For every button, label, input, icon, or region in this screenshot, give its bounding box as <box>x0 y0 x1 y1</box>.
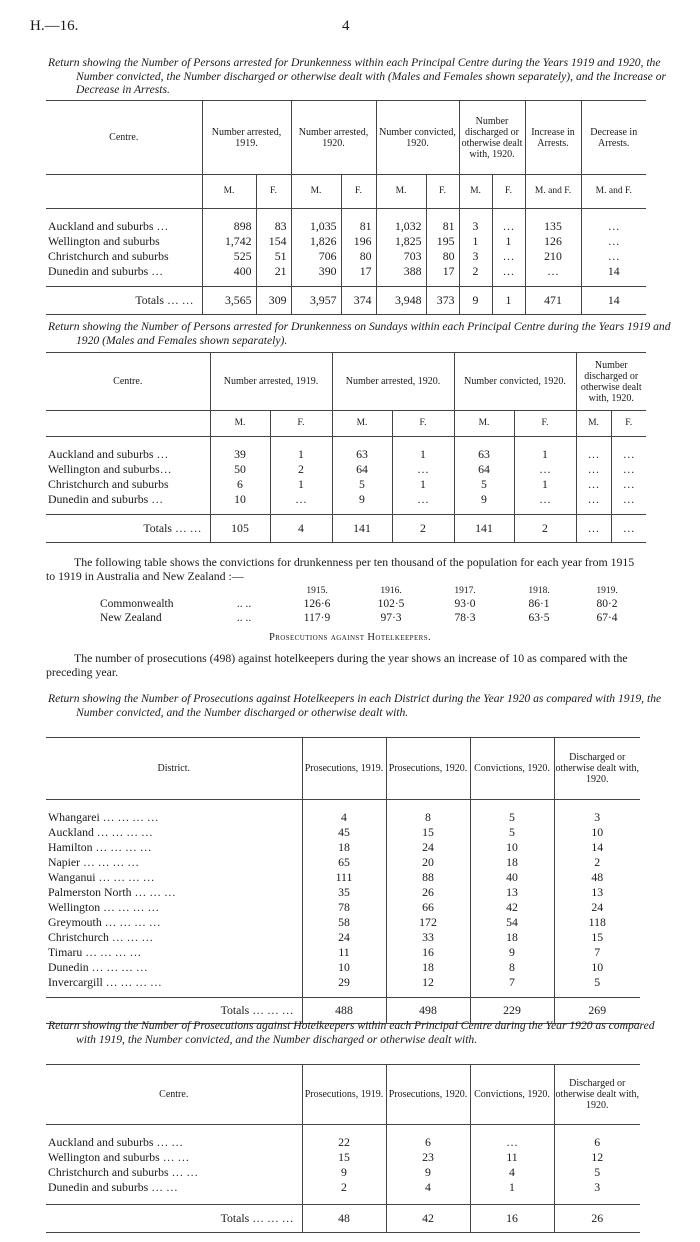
totals-row <box>46 287 646 315</box>
totals-label: Totals … … <box>143 521 202 535</box>
row-label: Auckland … … … … <box>48 824 153 839</box>
table-row <box>46 492 646 507</box>
row-label: Christchurch and suburbs <box>48 476 169 491</box>
table-row <box>46 219 646 234</box>
cell: 6 <box>210 477 270 492</box>
cell: 14 <box>554 840 640 855</box>
cell: 4 <box>470 1165 554 1180</box>
cell: 9 <box>470 945 554 960</box>
cell: 373 <box>426 287 459 315</box>
cell: 13 <box>470 885 554 900</box>
cell: 1 <box>270 447 332 462</box>
sub-m: M. <box>291 175 341 209</box>
cell: 1 <box>514 477 576 492</box>
cell: 1 <box>459 234 492 249</box>
col-arrested-1920: Number arrested, 1920. <box>332 353 454 411</box>
sub-f: F. <box>341 175 376 209</box>
table-row <box>46 264 646 279</box>
col-prosecutions-1919: Prosecutions, 1919. <box>302 1065 386 1125</box>
cell: 1 <box>492 234 525 249</box>
cell: … <box>611 492 646 507</box>
sub-m: M. <box>202 175 256 209</box>
cell: 2 <box>554 855 640 870</box>
cell: 105 <box>210 515 270 543</box>
year-header: 1917. <box>454 586 476 596</box>
row-label: Dunedin and suburbs … … <box>48 1179 178 1194</box>
year-header: 1919. <box>596 586 618 596</box>
cell: 5 <box>554 1165 640 1180</box>
table-row <box>46 855 640 870</box>
cell: 14 <box>581 287 646 315</box>
col-increase: Increase in Arrests. <box>525 101 581 175</box>
row-label: Invercargill … … … … <box>48 974 162 989</box>
table-row <box>46 870 640 885</box>
cell: 898 <box>202 219 256 234</box>
table-row <box>46 885 640 900</box>
cell: 78·3 <box>454 612 476 624</box>
cell: 80·2 <box>596 598 618 610</box>
row-label: Dunedin and suburbs … <box>48 491 164 506</box>
cell: 33 <box>386 930 470 945</box>
cell: 8 <box>386 810 470 825</box>
cell: 126 <box>525 234 581 249</box>
cell: 97·3 <box>380 612 402 624</box>
sub-m: M. <box>459 175 492 209</box>
col-convicted-1920: Number convicted, 1920. <box>376 101 459 175</box>
col-arrested-1919: Number arrested, 1919. <box>210 353 332 411</box>
table-row <box>46 930 640 945</box>
cell: 498 <box>386 998 470 1024</box>
row-label: New Zealand <box>100 612 162 624</box>
cell: 15 <box>302 1150 386 1165</box>
sub-f: F. <box>392 411 454 437</box>
sub-m: M. <box>210 411 270 437</box>
row-label: Wellington … … … … <box>48 899 160 914</box>
cell: 117·9 <box>303 612 331 624</box>
leader-dots: .. .. <box>236 612 252 624</box>
population-table <box>98 585 638 625</box>
cell: 17 <box>341 264 376 279</box>
cell: … <box>581 249 646 264</box>
section-heading: Prosecutions against Hotelkeepers. <box>268 632 432 643</box>
cell: 54 <box>470 915 554 930</box>
row-label: Christchurch and suburbs … … <box>48 1164 199 1179</box>
col-arrested-1919: Number arrested, 1919. <box>202 101 291 175</box>
col-discharged-1920: Discharged or otherwise dealt with, 1920. <box>554 738 640 800</box>
cell: 10 <box>554 825 640 840</box>
row-label: Christchurch and suburbs <box>48 248 169 263</box>
arrests-table <box>46 100 646 315</box>
sub-m: M. <box>576 411 611 437</box>
cell: 1 <box>392 477 454 492</box>
cell: 2 <box>514 515 576 543</box>
cell: 10 <box>302 960 386 975</box>
row-label: Dunedin and suburbs … <box>48 263 164 278</box>
cell: 45 <box>302 825 386 840</box>
table-row <box>98 611 638 625</box>
cell: 14 <box>581 264 646 279</box>
table-row <box>46 1150 640 1165</box>
cell: 18 <box>302 840 386 855</box>
table-row <box>46 234 646 249</box>
cell: … <box>611 447 646 462</box>
cell: 35 <box>302 885 386 900</box>
table-row <box>46 1165 640 1180</box>
cell: … <box>576 447 611 462</box>
cell: 3 <box>459 249 492 264</box>
cell: 18 <box>470 930 554 945</box>
table-row <box>46 1135 640 1150</box>
cell: 390 <box>291 264 341 279</box>
table-row <box>46 960 640 975</box>
cell: 81 <box>426 219 459 234</box>
cell: 5 <box>470 810 554 825</box>
cell: 78 <box>302 900 386 915</box>
cell: … <box>576 515 611 543</box>
cell: 48 <box>554 870 640 885</box>
col-discharged-1920: Number discharged or otherwise dealt with, 1920. <box>459 101 525 175</box>
cell: … <box>525 264 581 279</box>
table-row <box>98 597 638 611</box>
cell: 88 <box>386 870 470 885</box>
cell: 1,035 <box>291 219 341 234</box>
cell: 11 <box>302 945 386 960</box>
col-discharged-1920: Discharged or otherwise dealt with, 1920. <box>554 1065 640 1125</box>
table3-caption: Return showing the Number of Prosecutions against Hotelkeepers in each District during the Year 1920 as compared with 1919, the Number convicted, and the Number discharged or otherwise dealt with. <box>48 692 662 719</box>
cell: 195 <box>426 234 459 249</box>
table-row <box>46 1180 640 1195</box>
table-row <box>46 975 640 990</box>
table-row <box>46 462 646 477</box>
col-centre: Centre. <box>109 132 139 143</box>
cell: 2 <box>270 462 332 477</box>
cell: 1,742 <box>202 234 256 249</box>
centre-prosecutions-table <box>46 1064 640 1233</box>
cell: 16 <box>386 945 470 960</box>
sub-f: F. <box>426 175 459 209</box>
cell: 1,032 <box>376 219 426 234</box>
row-label: Palmerston North … … … <box>48 884 176 899</box>
cell: 6 <box>554 1135 640 1150</box>
table-row <box>46 915 640 930</box>
cell: 126·6 <box>303 598 331 610</box>
page-number: 4 <box>342 18 350 34</box>
table-row <box>46 810 640 825</box>
cell: 388 <box>376 264 426 279</box>
row-label: Timaru … … … … <box>48 944 142 959</box>
cell: 7 <box>554 945 640 960</box>
cell: … <box>270 492 332 507</box>
cell: 135 <box>525 219 581 234</box>
table-row <box>46 825 640 840</box>
row-label: Wellington and suburbs <box>48 233 160 248</box>
year-header: 1916. <box>380 586 402 596</box>
sub-f: F. <box>514 411 576 437</box>
cell: 24 <box>302 930 386 945</box>
cell: … <box>392 462 454 477</box>
sub-f: F. <box>611 411 646 437</box>
cell: 706 <box>291 249 341 264</box>
sub-f: F. <box>256 175 291 209</box>
cell: 9 <box>459 287 492 315</box>
cell: 20 <box>386 855 470 870</box>
sub-mf: M. and F. <box>581 175 646 209</box>
cell: 42 <box>470 900 554 915</box>
cell: 22 <box>302 1135 386 1150</box>
cell: 10 <box>210 492 270 507</box>
cell: 81 <box>341 219 376 234</box>
row-label: Wellington and suburbs … … <box>48 1149 190 1164</box>
table-row <box>46 900 640 915</box>
page-header <box>30 18 670 38</box>
cell: 23 <box>386 1150 470 1165</box>
cell: 2 <box>392 515 454 543</box>
cell: 13 <box>554 885 640 900</box>
cell: 4 <box>386 1180 470 1195</box>
cell: 42 <box>386 1205 470 1233</box>
cell: 229 <box>470 998 554 1024</box>
cell: 525 <box>202 249 256 264</box>
row-label: Auckland and suburbs … <box>48 446 169 461</box>
cell: 3 <box>554 1180 640 1195</box>
cell: 309 <box>256 287 291 315</box>
cell: … <box>576 462 611 477</box>
cell: 374 <box>341 287 376 315</box>
table4-caption: Return showing the Number of Prosecutions against Hotelkeepers within each Principal Centre during the Year 1920 as compared with 1919, the Number convicted, and the Number discharged or otherwise dealt with. <box>48 1019 655 1046</box>
cell: 2 <box>302 1180 386 1195</box>
cell: 400 <box>202 264 256 279</box>
cell: 210 <box>525 249 581 264</box>
cell: … <box>611 477 646 492</box>
cell: 93·0 <box>454 598 476 610</box>
cell: 86·1 <box>528 598 550 610</box>
cell: … <box>611 462 646 477</box>
col-prosecutions-1920: Prosecutions, 1920. <box>386 1065 470 1125</box>
cell: 471 <box>525 287 581 315</box>
col-prosecutions-1919: Prosecutions, 1919. <box>302 738 386 800</box>
row-label: Wanganui … … … … <box>48 869 155 884</box>
cell: … <box>470 1135 554 1150</box>
row-label: Whangarei … … … … <box>48 809 159 824</box>
cell: 12 <box>554 1150 640 1165</box>
col-centre: Centre. <box>113 376 143 387</box>
sub-m: M. <box>332 411 392 437</box>
totals-row <box>46 1205 640 1233</box>
cell: 15 <box>386 825 470 840</box>
table-row <box>46 447 646 462</box>
table1-caption: Return showing the Number of Persons arrested for Drunkenness within each Principal Centre during the Years 1919 and 1920, the Number convicted, the Number discharged or otherwise dealt with (Males and Females shown separately), and the Increase or Decrease in Arrests. <box>48 56 667 97</box>
sub-f: F. <box>492 175 525 209</box>
cell: 18 <box>470 855 554 870</box>
cell: … <box>514 492 576 507</box>
cell: 6 <box>386 1135 470 1150</box>
cell: 29 <box>302 975 386 990</box>
cell: 9 <box>332 492 392 507</box>
cell: 5 <box>554 975 640 990</box>
cell: 48 <box>302 1205 386 1233</box>
cell: 65 <box>302 855 386 870</box>
cell: 21 <box>256 264 291 279</box>
cell: 118 <box>554 915 640 930</box>
cell: … <box>492 219 525 234</box>
cell: … <box>514 462 576 477</box>
totals-label: Totals … … … <box>220 1003 294 1017</box>
cell: 1 <box>514 447 576 462</box>
cell: 172 <box>386 915 470 930</box>
cell: 141 <box>454 515 514 543</box>
row-label: Commonwealth <box>100 598 174 610</box>
col-district: District. <box>157 763 190 774</box>
table-row <box>46 840 640 855</box>
sub-m: M. <box>376 175 426 209</box>
row-label: Auckland and suburbs … <box>48 218 169 233</box>
table2-caption: Return showing the Number of Persons arrested for Drunkenness on Sundays within each Principal Centre during the Years 1919 and 1920 (Males and Females shown separately). <box>48 320 671 347</box>
cell: 1 <box>492 287 525 315</box>
cell: 83 <box>256 219 291 234</box>
table-row <box>46 477 646 492</box>
table-row <box>46 945 640 960</box>
sub-m: M. <box>454 411 514 437</box>
cell: 18 <box>386 960 470 975</box>
cell: 26 <box>386 885 470 900</box>
cell: 10 <box>470 840 554 855</box>
col-convictions-1920: Convictions, 1920. <box>470 738 554 800</box>
cell: 63 <box>332 447 392 462</box>
cell: 11 <box>470 1150 554 1165</box>
row-label: Napier … … … … <box>48 854 140 869</box>
cell: 67·4 <box>596 612 618 624</box>
cell: 102·5 <box>377 598 405 610</box>
row-label: Wellington and suburbs… <box>48 461 172 476</box>
cell: 40 <box>470 870 554 885</box>
cell: 1 <box>392 447 454 462</box>
report-reference: H.—16. <box>30 18 79 34</box>
cell: 24 <box>554 900 640 915</box>
table-row <box>46 249 646 264</box>
cell: 3,565 <box>202 287 256 315</box>
cell: 7 <box>470 975 554 990</box>
year-header: 1915. <box>306 586 328 596</box>
cell: 4 <box>302 810 386 825</box>
totals-label: Totals … … <box>135 293 194 307</box>
cell: 8 <box>470 960 554 975</box>
row-label: Greymouth … … … … <box>48 914 161 929</box>
cell: 50 <box>210 462 270 477</box>
cell: 26 <box>554 1205 640 1233</box>
cell: 12 <box>386 975 470 990</box>
cell: 154 <box>256 234 291 249</box>
cell: 63·5 <box>528 612 550 624</box>
cell: … <box>492 264 525 279</box>
cell: 80 <box>341 249 376 264</box>
cell: 39 <box>210 447 270 462</box>
totals-row <box>46 515 646 543</box>
cell: 9 <box>386 1165 470 1180</box>
col-convictions-1920: Convictions, 1920. <box>470 1065 554 1125</box>
sunday-arrests-table <box>46 352 646 543</box>
cell: 9 <box>454 492 514 507</box>
cell: 51 <box>256 249 291 264</box>
cell: 10 <box>554 960 640 975</box>
cell: 3,957 <box>291 287 341 315</box>
cell: 16 <box>470 1205 554 1233</box>
cell: 63 <box>454 447 514 462</box>
cell: 1,825 <box>376 234 426 249</box>
cell: … <box>576 477 611 492</box>
cell: 703 <box>376 249 426 264</box>
totals-label: Totals … … … <box>220 1211 294 1225</box>
cell: 66 <box>386 900 470 915</box>
cell: 1,826 <box>291 234 341 249</box>
cell: 488 <box>302 998 386 1024</box>
leader-dots: .. .. <box>236 598 252 610</box>
cell: 196 <box>341 234 376 249</box>
cell: 1 <box>470 1180 554 1195</box>
cell: 64 <box>332 462 392 477</box>
district-prosecutions-table <box>46 737 640 1024</box>
row-label: Hamilton … … … … <box>48 839 152 854</box>
cell: … <box>581 234 646 249</box>
population-intro: The following table shows the convictions for drunkenness per ten thousand of the population for each year from 1915 to 1919 in Australia and New Zealand :— <box>46 555 635 583</box>
col-decrease: Decrease in Arrests. <box>581 101 646 175</box>
col-prosecutions-1920: Prosecutions, 1920. <box>386 738 470 800</box>
cell: … <box>392 492 454 507</box>
cell: 3 <box>554 810 640 825</box>
cell: 9 <box>302 1165 386 1180</box>
cell: 5 <box>454 477 514 492</box>
cell: 269 <box>554 998 640 1024</box>
row-label: Auckland and suburbs … … <box>48 1134 183 1149</box>
cell: 141 <box>332 515 392 543</box>
cell: 111 <box>302 870 386 885</box>
cell: 3 <box>459 219 492 234</box>
row-label: Christchurch … … … <box>48 929 154 944</box>
sub-f: F. <box>270 411 332 437</box>
sub-mf: M. and F. <box>525 175 581 209</box>
cell: 15 <box>554 930 640 945</box>
cell: 4 <box>270 515 332 543</box>
cell: 17 <box>426 264 459 279</box>
year-header: 1918. <box>528 586 550 596</box>
cell: … <box>492 249 525 264</box>
cell: 3,948 <box>376 287 426 315</box>
col-convicted-1920: Number convicted, 1920. <box>454 353 576 411</box>
cell: 2 <box>459 264 492 279</box>
cell: … <box>576 492 611 507</box>
col-arrested-1920: Number arrested, 1920. <box>291 101 376 175</box>
cell: 64 <box>454 462 514 477</box>
cell: 58 <box>302 915 386 930</box>
cell: 1 <box>270 477 332 492</box>
col-centre: Centre. <box>159 1089 189 1100</box>
hotel-paragraph: The number of prosecutions (498) against hotelkeepers during the year shows an increase of 10 as compared with the preceding year. <box>46 651 628 679</box>
cell: 5 <box>332 477 392 492</box>
cell: 80 <box>426 249 459 264</box>
cell: … <box>581 219 646 234</box>
row-label: Dunedin … … … … <box>48 959 148 974</box>
cell: 5 <box>470 825 554 840</box>
col-discharged-1920: Number discharged or otherwise dealt with, 1920. <box>576 353 646 411</box>
cell: 24 <box>386 840 470 855</box>
cell: … <box>611 515 646 543</box>
